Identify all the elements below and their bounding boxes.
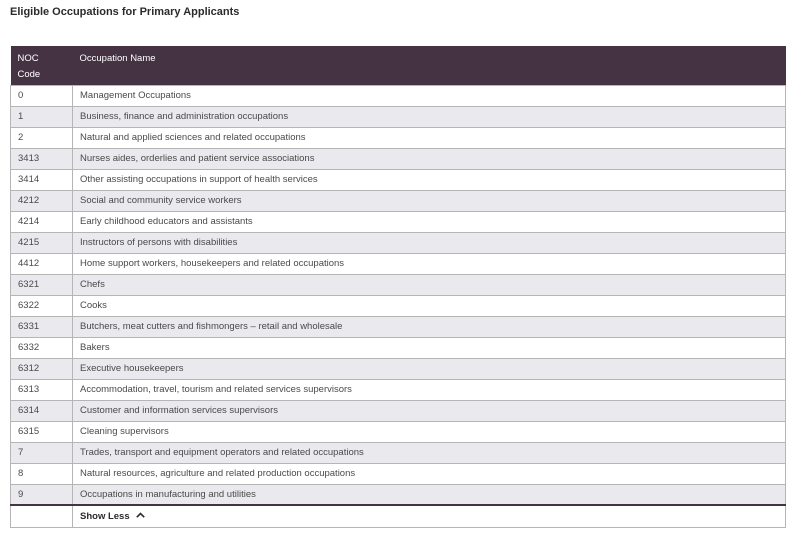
table-row [11, 190, 786, 211]
occupations-table [10, 46, 786, 528]
table-row [11, 379, 786, 400]
show-less-label: Show Less [80, 510, 130, 522]
table-row [11, 484, 786, 505]
noc-code-cell: 6331 [11, 316, 73, 337]
noc-code-cell: 0 [11, 85, 73, 106]
noc-code-cell: 4412 [11, 253, 73, 274]
table-row [11, 232, 786, 253]
table-body [11, 85, 786, 505]
table-row [11, 211, 786, 232]
occupation-name-cell: Natural resources, agriculture and related production occupations [73, 463, 786, 484]
noc-code-cell: 6332 [11, 337, 73, 358]
occupation-name-cell: Management Occupations [73, 85, 786, 106]
noc-code-cell: 4215 [11, 232, 73, 253]
occupation-name-cell: Home support workers, housekeepers and related occupations [73, 253, 786, 274]
occupation-name-cell: Cleaning supervisors [73, 421, 786, 442]
footer-cell [73, 505, 786, 527]
occupation-name-cell: Accommodation, travel, tourism and related services supervisors [73, 379, 786, 400]
occupation-name-cell: Nurses aides, orderlies and patient service associations [73, 148, 786, 169]
table-row [11, 442, 786, 463]
occupation-name-cell: Customer and information services supervisors [73, 400, 786, 421]
table-row [11, 253, 786, 274]
chevron-up-icon [136, 512, 145, 520]
table-row [11, 463, 786, 484]
noc-code-cell: 3413 [11, 148, 73, 169]
footer-empty-cell [11, 505, 73, 527]
occupation-name-cell: Early childhood educators and assistants [73, 211, 786, 232]
table-row [11, 106, 786, 127]
noc-code-cell: 7 [11, 442, 73, 463]
occupation-name-cell: Other assisting occupations in support of health services [73, 169, 786, 190]
noc-code-cell: 4212 [11, 190, 73, 211]
noc-code-cell: 4214 [11, 211, 73, 232]
occupation-name-cell: Trades, transport and equipment operators and related occupations [73, 442, 786, 463]
noc-code-cell: 1 [11, 106, 73, 127]
noc-code-cell: 6314 [11, 400, 73, 421]
occupation-name-cell: Social and community service workers [73, 190, 786, 211]
table-row [11, 295, 786, 316]
noc-code-cell: 9 [11, 484, 73, 505]
occupation-name-cell: Chefs [73, 274, 786, 295]
table-row [11, 316, 786, 337]
table-row [11, 127, 786, 148]
page-title: Eligible Occupations for Primary Applicants [10, 6, 240, 18]
occupation-name-cell: Cooks [73, 295, 786, 316]
occupation-name-cell: Instructors of persons with disabilities [73, 232, 786, 253]
noc-code-cell: 3414 [11, 169, 73, 190]
occupation-name-cell: Butchers, meat cutters and fishmongers – retail and wholesale [73, 316, 786, 337]
table-header [11, 46, 786, 85]
noc-code-cell: 6313 [11, 379, 73, 400]
noc-code-cell: 6321 [11, 274, 73, 295]
header-occupation-name: Occupation Name [73, 46, 786, 85]
table-row [11, 169, 786, 190]
table-row [11, 358, 786, 379]
table-row [11, 337, 786, 358]
noc-code-cell: 8 [11, 463, 73, 484]
table-row [11, 274, 786, 295]
noc-code-cell: 6312 [11, 358, 73, 379]
occupation-name-cell: Bakers [73, 337, 786, 358]
noc-code-cell: 2 [11, 127, 73, 148]
occupation-name-cell: Natural and applied sciences and related occupations [73, 127, 786, 148]
table-row [11, 400, 786, 421]
show-less-button[interactable] [80, 511, 145, 522]
table-row [11, 421, 786, 442]
noc-code-cell: 6322 [11, 295, 73, 316]
occupation-name-cell: Executive housekeepers [73, 358, 786, 379]
occupation-name-cell: Business, finance and administration occupations [73, 106, 786, 127]
header-noc-code-label: NOC Code [17, 53, 41, 80]
header-noc-code [11, 46, 73, 85]
noc-code-cell: 6315 [11, 421, 73, 442]
occupation-name-cell: Occupations in manufacturing and utilities [73, 484, 786, 505]
table-row [11, 148, 786, 169]
table-row [11, 85, 786, 106]
